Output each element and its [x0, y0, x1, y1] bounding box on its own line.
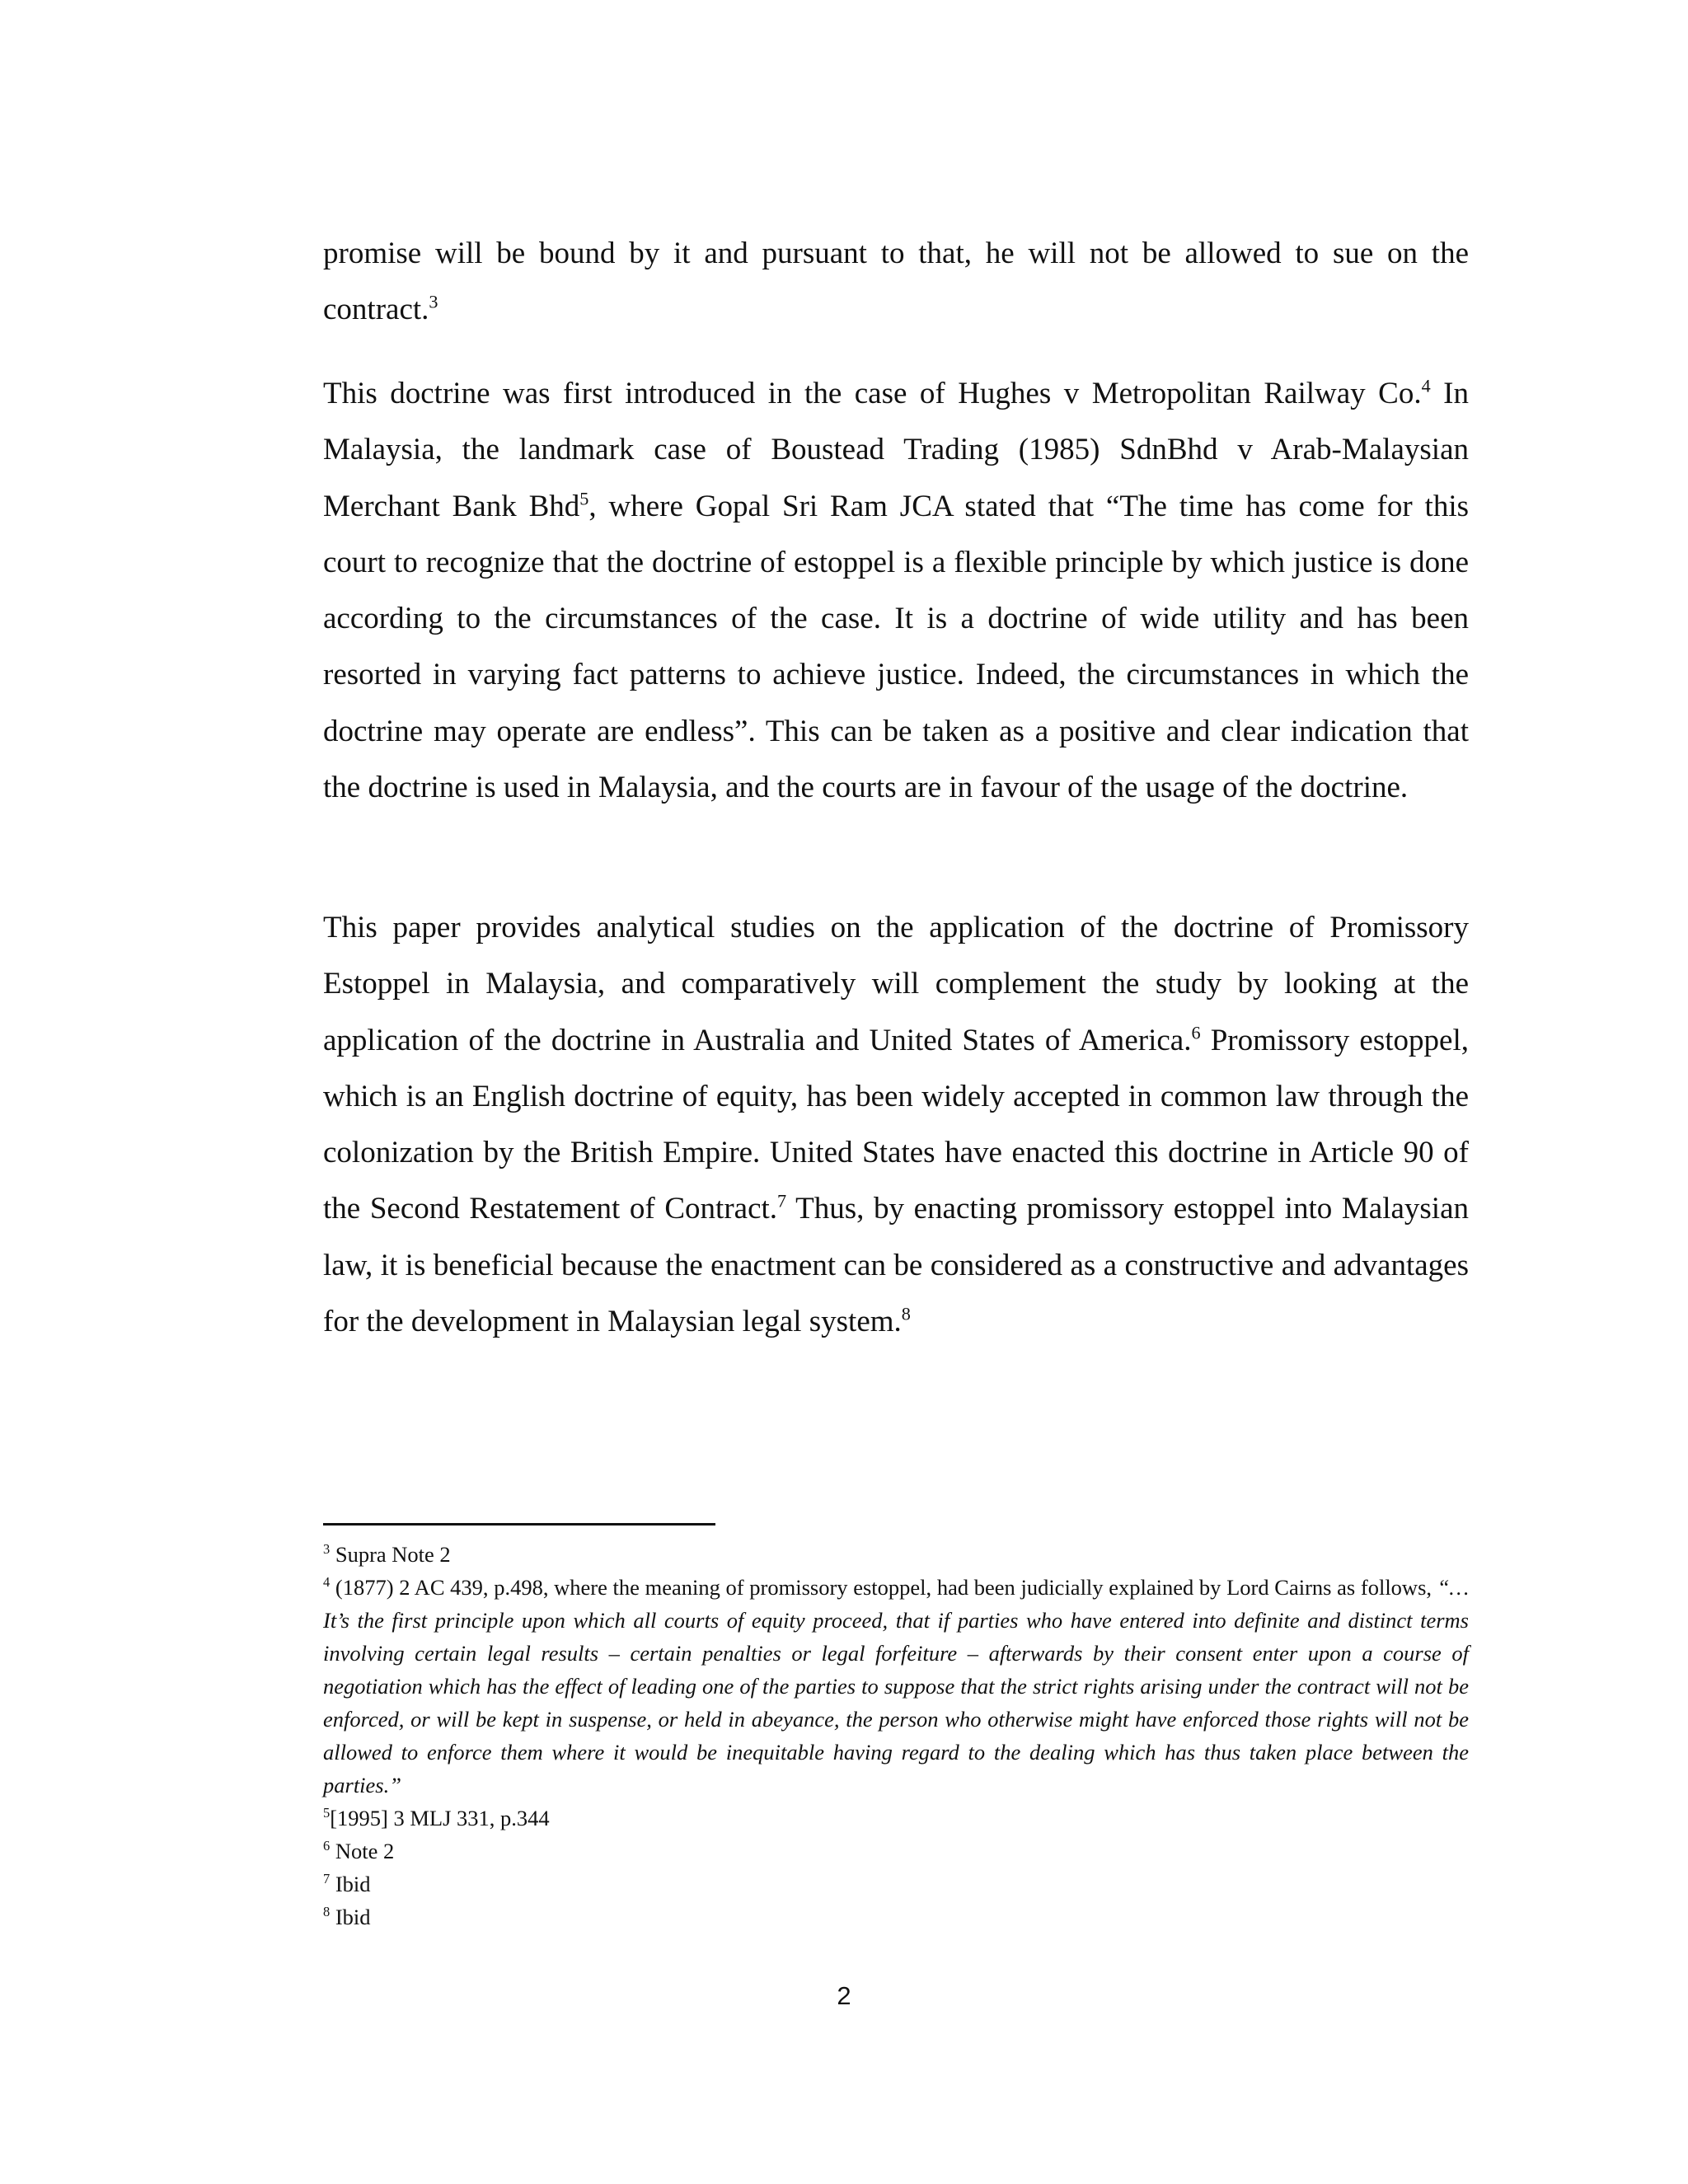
- footnote-mark: 4: [323, 1574, 331, 1591]
- paragraph-text: promise will be bound by it and pursuant to that, he will not be allowed to sue on the contract.: [323, 237, 1469, 327]
- footnote-reference-6[interactable]: 6: [1191, 1022, 1201, 1043]
- footnote-text: [1995] 3 MLJ 331, p.344: [330, 1806, 550, 1830]
- paragraph-text: In Malaysia, the landmark case of Boustead Trading (1985) SdnBhd v Arab-Malaysian Merchant Bank Bhd: [323, 377, 1469, 523]
- footnote-mark: 7: [323, 1871, 331, 1887]
- footnote-7: [323, 1868, 1469, 1900]
- footnote-mark: 6: [323, 1838, 331, 1854]
- footnote-text: (1877) 2 AC 439, p.498, where the meaning of promissory estoppel, had been judicially explained by Lord Cairns as follows,: [330, 1575, 1437, 1600]
- footnote-8: [323, 1900, 1469, 1933]
- paragraph-text: This doctrine was first introduced in the case of Hughes v Metropolitan Railway Co.: [323, 377, 1422, 410]
- footnote-text: Ibid: [330, 1905, 371, 1929]
- footnote-mark: 8: [323, 1904, 331, 1920]
- footnote-reference-7[interactable]: 7: [777, 1191, 787, 1212]
- body-paragraph-1: [323, 226, 1469, 339]
- footnote-5: [323, 1802, 1469, 1835]
- footnote-text: Note 2: [330, 1839, 395, 1863]
- footnote-6: [323, 1835, 1469, 1868]
- body-paragraph-2: [323, 366, 1469, 816]
- footnote-separator: [323, 1523, 715, 1526]
- body-paragraph-3: [323, 900, 1469, 1350]
- footnote-reference-3[interactable]: 3: [429, 291, 438, 312]
- footnote-text: Supra Note 2: [330, 1542, 451, 1567]
- footnote-reference-5[interactable]: 5: [579, 488, 589, 509]
- footnote-reference-8[interactable]: 8: [901, 1303, 911, 1324]
- paragraph-text: Thus, by enacting promissory estoppel into Malaysian law, it is beneficial because the enactment can be considered as a constructive and advantages for the development in Malaysian legal system.: [323, 1192, 1469, 1339]
- footnote-3: [323, 1538, 1469, 1571]
- footnote-mark: 5: [323, 1805, 331, 1821]
- footnote-4: [323, 1571, 1469, 1802]
- footnote-mark: 3: [323, 1541, 331, 1558]
- paragraph-text: , where Gopal Sri Ram JCA stated that “The time has come for this court to recognize that the doctrine of estoppel is a flexible principle by which justice is done according to the circumstances of the case. It is a doctrine of wide utility and has been resorted in varying fact patterns to achieve justice. Indeed, the circumstances in which the doctrine may operate are endless”. This can be taken as a positive and clear indication that the doctrine is used in Malaysia, and the courts are in favour of the usage of the doctrine.: [323, 489, 1470, 805]
- page-number: 2: [837, 1981, 851, 2010]
- footnote-text: Ibid: [330, 1872, 371, 1896]
- footnotes: [323, 1538, 1469, 1933]
- paragraph-text: Promissory estoppel, which is an English doctrine of equity, has been widely accepted in common law through the colonization by the British Empire. United States have enacted this doctrine in Article 90 of the Second Restatement of Contract.: [323, 1023, 1469, 1226]
- paragraph-text: This paper provides analytical studies on the application of the doctrine of Promissory Estoppel in Malaysia, and comparatively will complement the study by looking at the application of the doctrine in Australia and United States of America.: [323, 911, 1469, 1057]
- footnote-quote: “…It’s the first principle upon which all courts of equity proceed, that if parties who have entered into definite and distinct terms involving certain legal results – certain penalties or legal forfeiture – afterwards by their consent enter upon a course of negotiation which has the effect of leading one of the parties to suppose that the strict rights arising under the contract will not be enforced, or will be kept in suspense, or held in abeyance, the person who otherwise might have enforced those rights will not be allowed to enforce them where it would be inequitable having regard to the dealing which has thus taken place between the parties.”: [323, 1575, 1469, 1797]
- footnote-reference-4[interactable]: 4: [1421, 375, 1431, 396]
